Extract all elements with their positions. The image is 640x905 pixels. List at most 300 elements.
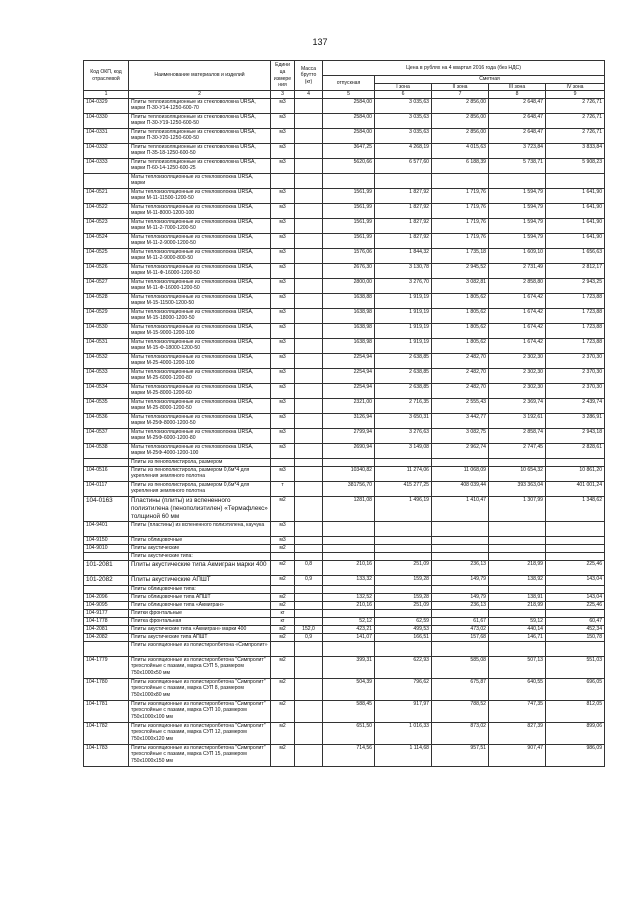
table-cell-zone-4 — [546, 641, 605, 656]
table-cell-zone-4: 899,06 — [546, 722, 605, 744]
table-cell-name: Пластины (плиты) из вспененного полиэтилена (пенополиэтилен) «Термафлекс» толщиной 60 мм — [129, 496, 271, 522]
table-cell-code: 104-0163 — [84, 496, 129, 522]
table-cell-zone-2: 957,51 — [432, 744, 489, 766]
table-cell-zone-1: 3 130,78 — [375, 263, 432, 278]
table-cell-code: 104-0537 — [84, 428, 129, 443]
table-cell-code: 104-0117 — [84, 481, 129, 496]
table-cell-mass — [295, 678, 323, 700]
table-cell-zone-2: 1 805,62 — [432, 293, 489, 308]
table-cell-pickup-price: 1561,99 — [323, 233, 375, 248]
table-cell-zone-1: 4 268,19 — [375, 143, 432, 158]
table-cell-zone-3: 2 731,49 — [489, 263, 546, 278]
header-zone-3: III зона — [489, 83, 546, 91]
table-cell-zone-3: 1 674,42 — [489, 338, 546, 353]
table-cell-mass — [295, 293, 323, 308]
table-cell-zone-1: 251,09 — [375, 601, 432, 609]
table-row — [84, 218, 605, 233]
table-cell-zone-3: 146,71 — [489, 633, 546, 641]
table-cell-code: 104-0523 — [84, 218, 129, 233]
table-cell-zone-3 — [489, 537, 546, 545]
table-cell-mass — [295, 481, 323, 496]
table-cell-zone-3: 2 302,30 — [489, 383, 546, 398]
table-cell-code: 104-1781 — [84, 700, 129, 722]
table-cell-zone-3: 218,99 — [489, 561, 546, 576]
table-cell-unit: м3 — [271, 293, 295, 308]
table-cell-zone-4: 225,46 — [546, 601, 605, 609]
table-cell-unit: м3 — [271, 263, 295, 278]
table-cell-pickup-price: 504,39 — [323, 678, 375, 700]
table-cell-unit: м3 — [271, 338, 295, 353]
table-cell-name: Плиты изоляционные из полистиролбетона "Симпролит" трехслойные с пазами, марка СУП 8, размером 750х1000х80 мм — [129, 678, 271, 700]
table-cell-name: Плитки фронтальные — [129, 609, 271, 617]
table-cell-code: 104-1782 — [84, 722, 129, 744]
table-cell-code: 104-0525 — [84, 248, 129, 263]
table-cell-code: 104-0530 — [84, 323, 129, 338]
table-cell-unit: м3 — [271, 113, 295, 128]
table-cell-zone-4: 1 641,90 — [546, 218, 605, 233]
table-cell-name: Плиты акустические АПШТ — [129, 576, 271, 585]
table-cell-pickup-price — [323, 585, 375, 593]
table-cell-pickup-price: 141,07 — [323, 633, 375, 641]
table-cell-zone-4: 2 726,71 — [546, 128, 605, 143]
table-cell-zone-4: 60,47 — [546, 617, 605, 625]
table-cell-zone-1: 1 016,33 — [375, 722, 432, 744]
table-cell-zone-1: 3 035,63 — [375, 98, 432, 113]
table-cell-unit: м3 — [271, 428, 295, 443]
table-cell-mass: 0,9 — [295, 633, 323, 641]
table-cell-name: Плиты теплоизоляционные из стекловолокна URSA, марки П-30-У14-1250-600-70 — [129, 98, 271, 113]
table-cell-unit: м2 — [271, 561, 295, 576]
table-cell-zone-1 — [375, 458, 432, 466]
table-cell-zone-4: 1 723,88 — [546, 308, 605, 323]
table-cell-zone-3: 1 674,42 — [489, 323, 546, 338]
table-cell-name: Маты теплоизоляционные из стекловолокна URSA, марки М-11-Ф-16000-1200-50 — [129, 278, 271, 293]
table-cell-unit: м3 — [271, 522, 295, 537]
table-cell-zone-1: 2 638,85 — [375, 383, 432, 398]
table-row — [84, 428, 605, 443]
table-cell-mass — [295, 278, 323, 293]
table-cell-zone-2: 3 082,75 — [432, 428, 489, 443]
table-cell-code: 104-0536 — [84, 413, 129, 428]
table-cell-zone-4: 2 439,74 — [546, 398, 605, 413]
table-cell-mass: 152,0 — [295, 625, 323, 633]
table-cell-zone-2: 1 719,76 — [432, 218, 489, 233]
table-cell-mass — [295, 383, 323, 398]
table-cell-code: 104-0535 — [84, 398, 129, 413]
column-number: 1 — [84, 91, 129, 99]
table-cell-mass: 0,9 — [295, 576, 323, 585]
table-row — [84, 585, 605, 593]
table-cell-zone-2: 1 719,76 — [432, 188, 489, 203]
table-cell-zone-1 — [375, 173, 432, 188]
table-cell-code: 101-2082 — [84, 576, 129, 585]
table-cell-zone-3: 827,39 — [489, 722, 546, 744]
table-cell-code: 104-0329 — [84, 98, 129, 113]
table-cell-unit: кг — [271, 609, 295, 617]
table-cell-zone-4: 2 726,71 — [546, 98, 605, 113]
table-cell-code: 104-0331 — [84, 128, 129, 143]
table-cell-code: 104-0534 — [84, 383, 129, 398]
table-row — [84, 633, 605, 641]
table-cell-name: Плиты изоляционные из полистиролбетона "Симпролит" трехслойные с пазами, марка СУП 5, размером 750х1000х50 мм — [129, 656, 271, 678]
table-cell-name: Плиты из пенополистирола, размером 0,6м*4 для укрепления земляного полотна — [129, 481, 271, 496]
table-cell-mass — [295, 143, 323, 158]
table-cell-mass — [295, 617, 323, 625]
table-row — [84, 458, 605, 466]
table-row — [84, 233, 605, 248]
table-cell-zone-3: 1 307,99 — [489, 496, 546, 522]
table-cell-pickup-price: 588,45 — [323, 700, 375, 722]
table-cell-zone-1: 3 276,70 — [375, 278, 432, 293]
table-cell-zone-3 — [489, 522, 546, 537]
table-row — [84, 722, 605, 744]
table-cell-name: Плиты акустические — [129, 545, 271, 553]
table-cell-code: 104-0332 — [84, 143, 129, 158]
table-cell-name: Плиты облицовочные типа: — [129, 585, 271, 593]
table-cell-pickup-price: 2584,00 — [323, 98, 375, 113]
table-cell-zone-4: 225,46 — [546, 561, 605, 576]
table-cell-zone-1: 11 274,06 — [375, 466, 432, 481]
price-table — [83, 60, 605, 767]
table-cell-zone-2: 1 719,76 — [432, 203, 489, 218]
table-cell-zone-1 — [375, 641, 432, 656]
table-cell-zone-2: 2 482,70 — [432, 383, 489, 398]
table-cell-unit: м2 — [271, 656, 295, 678]
table-cell-mass — [295, 308, 323, 323]
table-cell-name: Маты теплоизоляционные из стекловолокна URSA, марки М-25Ф-6000-1200-80 — [129, 428, 271, 443]
table-cell-unit — [271, 458, 295, 466]
table-row — [84, 481, 605, 496]
table-cell-zone-1: 166,51 — [375, 633, 432, 641]
table-cell-mass — [295, 593, 323, 601]
table-row — [84, 263, 605, 278]
table-cell-zone-1: 2 716,35 — [375, 398, 432, 413]
table-cell-zone-3: 1 594,79 — [489, 233, 546, 248]
header-zone-2: II зона — [432, 83, 489, 91]
table-cell-zone-4 — [546, 173, 605, 188]
table-cell-mass — [295, 263, 323, 278]
table-cell-code: 104-0522 — [84, 203, 129, 218]
table-cell-zone-2: 11 068,09 — [432, 466, 489, 481]
table-cell-zone-2: 1 805,62 — [432, 308, 489, 323]
table-cell-pickup-price — [323, 458, 375, 466]
table-cell-unit: м2 — [271, 744, 295, 766]
table-cell-unit: м3 — [271, 248, 295, 263]
table-cell-code: 104-1783 — [84, 744, 129, 766]
table-cell-zone-2 — [432, 537, 489, 545]
table-cell-zone-3: 1 674,42 — [489, 308, 546, 323]
table-row — [84, 398, 605, 413]
table-cell-zone-2 — [432, 545, 489, 553]
table-cell-pickup-price: 1561,99 — [323, 203, 375, 218]
table-cell-name: Плиты изоляционные из полистиролбетона "Симпролит" трехслойные с пазами, марка СУП 10, размером 750х1000х100 мм — [129, 700, 271, 722]
header-mass: Масса брутто (кг) — [295, 61, 323, 91]
table-cell-pickup-price: 1561,99 — [323, 188, 375, 203]
table-cell-unit: м2 — [271, 722, 295, 744]
table-cell-zone-4: 1 641,90 — [546, 203, 605, 218]
table-cell-zone-2: 236,13 — [432, 561, 489, 576]
table-cell-name: Плиты изоляционные из полистиролбетона «Симпролит» — [129, 641, 271, 656]
table-cell-unit: м3 — [271, 158, 295, 173]
table-cell-code: 104-0521 — [84, 188, 129, 203]
table-cell-name: Плиты изоляционные из полистиролбетона "Симпролит" трехслойные с пазами, марка СУП 12, размером 750х1000х120 мм — [129, 722, 271, 744]
table-cell-code — [84, 173, 129, 188]
table-cell-zone-1 — [375, 522, 432, 537]
column-number: 4 — [295, 91, 323, 99]
table-cell-zone-3 — [489, 458, 546, 466]
header-code: Код ОКП, код отраслевой — [84, 61, 129, 91]
table-cell-code: 104-9401 — [84, 522, 129, 537]
table-cell-pickup-price — [323, 609, 375, 617]
table-cell-zone-3: 5 738,71 — [489, 158, 546, 173]
table-cell-pickup-price: 1281,08 — [323, 496, 375, 522]
table-cell-zone-1: 1 844,32 — [375, 248, 432, 263]
table-cell-pickup-price: 2321,00 — [323, 398, 375, 413]
table-cell-mass — [295, 203, 323, 218]
table-cell-pickup-price: 133,32 — [323, 576, 375, 585]
table-cell-code: 104-0532 — [84, 353, 129, 368]
table-cell-pickup-price: 2254,94 — [323, 353, 375, 368]
table-cell-zone-1: 1 919,19 — [375, 293, 432, 308]
table-cell-zone-4: 2 370,30 — [546, 368, 605, 383]
table-cell-mass — [295, 368, 323, 383]
table-cell-name: Маты теплоизоляционные из стекловолокна URSA, марки М-11-2-9000-800-50 — [129, 248, 271, 263]
table-cell-unit: м2 — [271, 576, 295, 585]
table-cell-mass — [295, 338, 323, 353]
table-cell-zone-1: 1 496,19 — [375, 496, 432, 522]
table-cell-zone-1: 2 638,85 — [375, 353, 432, 368]
table-cell-pickup-price — [323, 522, 375, 537]
table-cell-name: Плиты из пенополистирола, размером 0,6м*4 для укрепления земляного полотна — [129, 466, 271, 481]
table-row — [84, 443, 605, 458]
table-cell-name: Маты теплоизоляционные из стекловолокна URSA, марки М-11-8000-1200-100 — [129, 203, 271, 218]
table-cell-zone-4: 401 001,24 — [546, 481, 605, 496]
table-cell-zone-2: 788,52 — [432, 700, 489, 722]
table-cell-zone-4 — [546, 585, 605, 593]
table-cell-zone-2: 2 945,52 — [432, 263, 489, 278]
table-cell-mass — [295, 656, 323, 678]
table-cell-name: Плиты акустические типа Акмигран марки 400 — [129, 561, 271, 576]
table-cell-zone-3 — [489, 545, 546, 553]
table-cell-unit: м3 — [271, 308, 295, 323]
header-name: Наименование материалов и изделий — [129, 61, 271, 91]
table-cell-name: Маты теплоизоляционные из стекловолокна URSA, марки М-15-18000-1200-50 — [129, 308, 271, 323]
table-cell-zone-4: 452,34 — [546, 625, 605, 633]
column-numbers-row — [84, 91, 605, 99]
table-cell-pickup-price — [323, 173, 375, 188]
table-cell-pickup-price: 714,56 — [323, 744, 375, 766]
table-cell-zone-2: 149,79 — [432, 593, 489, 601]
table-cell-zone-4: 5 908,23 — [546, 158, 605, 173]
table-cell-zone-4: 812,05 — [546, 700, 605, 722]
table-cell-unit: м3 — [271, 143, 295, 158]
table-cell-zone-2: 1 735,18 — [432, 248, 489, 263]
table-cell-zone-3 — [489, 609, 546, 617]
table-cell-zone-2: 236,13 — [432, 601, 489, 609]
table-cell-unit: м2 — [271, 678, 295, 700]
table-cell-unit: т — [271, 481, 295, 496]
table-cell-unit — [271, 173, 295, 188]
table-cell-pickup-price: 132,52 — [323, 593, 375, 601]
table-cell-zone-3: 640,55 — [489, 678, 546, 700]
table-row — [84, 561, 605, 576]
table-row — [84, 641, 605, 656]
table-cell-zone-3: 138,92 — [489, 576, 546, 585]
table-row — [84, 323, 605, 338]
header-zone-4: IV зона — [546, 83, 605, 91]
table-cell-zone-2: 675,87 — [432, 678, 489, 700]
table-cell-mass — [295, 601, 323, 609]
table-row — [84, 553, 605, 561]
table-cell-zone-3: 218,99 — [489, 601, 546, 609]
table-cell-zone-2: 2 856,00 — [432, 113, 489, 128]
table-cell-code — [84, 458, 129, 466]
table-row — [84, 143, 605, 158]
table-cell-name: Плиты (пластины) из вспененного полиэтилена, каучука — [129, 522, 271, 537]
table-cell-zone-4: 2 812,17 — [546, 263, 605, 278]
column-number: 6 — [375, 91, 432, 99]
table-cell-zone-4: 3 286,91 — [546, 413, 605, 428]
table-cell-zone-3: 10 654,32 — [489, 466, 546, 481]
table-cell-mass — [295, 744, 323, 766]
table-cell-code — [84, 585, 129, 593]
table-cell-pickup-price: 399,31 — [323, 656, 375, 678]
table-cell-zone-2 — [432, 173, 489, 188]
table-cell-unit: м3 — [271, 323, 295, 338]
table-row — [84, 353, 605, 368]
table-cell-zone-1 — [375, 585, 432, 593]
table-cell-zone-2 — [432, 641, 489, 656]
table-cell-pickup-price: 210,16 — [323, 601, 375, 609]
table-cell-zone-1: 917,97 — [375, 700, 432, 722]
table-cell-zone-2 — [432, 585, 489, 593]
table-cell-unit — [271, 641, 295, 656]
table-cell-name: Плиты теплоизоляционные из стекловолокна URSA, марки П-35-18-1250-600-50 — [129, 143, 271, 158]
table-cell-mass — [295, 496, 323, 522]
table-cell-zone-1: 1 827,92 — [375, 203, 432, 218]
table-cell-zone-4: 1 723,88 — [546, 323, 605, 338]
table-cell-unit: м3 — [271, 383, 295, 398]
table-cell-code: 104-0330 — [84, 113, 129, 128]
table-cell-name: Плиты акустические типа АПШТ — [129, 633, 271, 641]
table-cell-mass — [295, 522, 323, 537]
table-cell-zone-4: 551,03 — [546, 656, 605, 678]
table-cell-zone-3: 1 594,79 — [489, 218, 546, 233]
table-cell-name: Маты теплоизоляционные из стекловолокна URSA, марки М-11-2-9000-1200-50 — [129, 233, 271, 248]
table-cell-zone-4: 143,04 — [546, 593, 605, 601]
table-cell-zone-4 — [546, 609, 605, 617]
table-cell-name: Плиты облицовочные типа «Акмигран» — [129, 601, 271, 609]
table-row — [84, 545, 605, 553]
table-cell-name: Маты теплоизоляционные из стекловолокна URSA, марки М-11-Ф-16000-1200-50 — [129, 263, 271, 278]
table-cell-zone-1: 796,62 — [375, 678, 432, 700]
table-cell-mass — [295, 323, 323, 338]
table-cell-zone-4: 3 833,84 — [546, 143, 605, 158]
table-cell-zone-2: 2 856,00 — [432, 98, 489, 113]
table-cell-zone-3 — [489, 173, 546, 188]
table-cell-pickup-price: 2676,30 — [323, 263, 375, 278]
table-cell-zone-4: 2 370,30 — [546, 383, 605, 398]
table-cell-zone-1: 3 276,63 — [375, 428, 432, 443]
table-cell-zone-3: 2 302,30 — [489, 368, 546, 383]
table-cell-zone-3: 3 723,84 — [489, 143, 546, 158]
table-cell-code: 104-2082 — [84, 633, 129, 641]
table-cell-zone-1: 1 114,68 — [375, 744, 432, 766]
table-cell-mass — [295, 248, 323, 263]
table-row — [84, 625, 605, 633]
table-row — [84, 308, 605, 323]
table-cell-zone-3 — [489, 585, 546, 593]
table-cell-zone-2: 6 188,39 — [432, 158, 489, 173]
table-cell-code: 104-0533 — [84, 368, 129, 383]
table-cell-zone-4: 1 723,88 — [546, 338, 605, 353]
table-cell-mass — [295, 700, 323, 722]
column-number: 3 — [271, 91, 295, 99]
table-cell-zone-2: 473,02 — [432, 625, 489, 633]
table-cell-mass — [295, 553, 323, 561]
table-row — [84, 678, 605, 700]
table-row — [84, 173, 605, 188]
table-row — [84, 601, 605, 609]
table-cell-zone-1: 1 919,19 — [375, 323, 432, 338]
table-cell-pickup-price: 210,16 — [323, 561, 375, 576]
table-cell-name: Маты теплоизоляционные из стекловолокна URSA, марки М-25-8000-1200-50 — [129, 398, 271, 413]
table-cell-zone-1: 622,93 — [375, 656, 432, 678]
table-cell-code — [84, 553, 129, 561]
table-cell-mass — [295, 173, 323, 188]
table-cell-code — [84, 641, 129, 656]
table-cell-code: 104-0529 — [84, 308, 129, 323]
table-cell-name: Плитка фронтальная — [129, 617, 271, 625]
table-cell-code: 104-9150 — [84, 537, 129, 545]
table-cell-unit: м3 — [271, 98, 295, 113]
table-cell-code: 104-0524 — [84, 233, 129, 248]
table-cell-mass — [295, 218, 323, 233]
table-row — [84, 383, 605, 398]
table-row — [84, 466, 605, 481]
table-cell-pickup-price — [323, 553, 375, 561]
table-cell-zone-3: 2 747,45 — [489, 443, 546, 458]
table-row — [84, 700, 605, 722]
table-cell-code: 104-9177 — [84, 609, 129, 617]
table-cell-mass — [295, 443, 323, 458]
table-cell-mass — [295, 609, 323, 617]
table-cell-code: 104-2096 — [84, 593, 129, 601]
table-cell-code: 104-0526 — [84, 263, 129, 278]
table-cell-name: Плиты облицовочные типа АПШТ — [129, 593, 271, 601]
table-cell-mass: 0,8 — [295, 561, 323, 576]
table-cell-zone-1: 1 827,92 — [375, 188, 432, 203]
table-cell-zone-1: 2 638,85 — [375, 368, 432, 383]
table-cell-zone-3: 2 369,74 — [489, 398, 546, 413]
table-body — [84, 98, 605, 766]
table-cell-zone-1: 415 277,25 — [375, 481, 432, 496]
table-cell-unit: м3 — [271, 203, 295, 218]
table-row — [84, 744, 605, 766]
table-cell-zone-4: 2 370,30 — [546, 353, 605, 368]
table-cell-unit: м3 — [271, 218, 295, 233]
table-cell-zone-3: 2 858,80 — [489, 278, 546, 293]
table-cell-pickup-price: 2254,94 — [323, 383, 375, 398]
column-number: 5 — [323, 91, 375, 99]
table-cell-zone-4: 1 348,62 — [546, 496, 605, 522]
table-cell-zone-2: 408 039,44 — [432, 481, 489, 496]
table-cell-zone-2: 4 015,63 — [432, 143, 489, 158]
table-cell-zone-4: 2 943,18 — [546, 428, 605, 443]
table-cell-zone-4 — [546, 458, 605, 466]
table-row — [84, 338, 605, 353]
table-row — [84, 537, 605, 545]
